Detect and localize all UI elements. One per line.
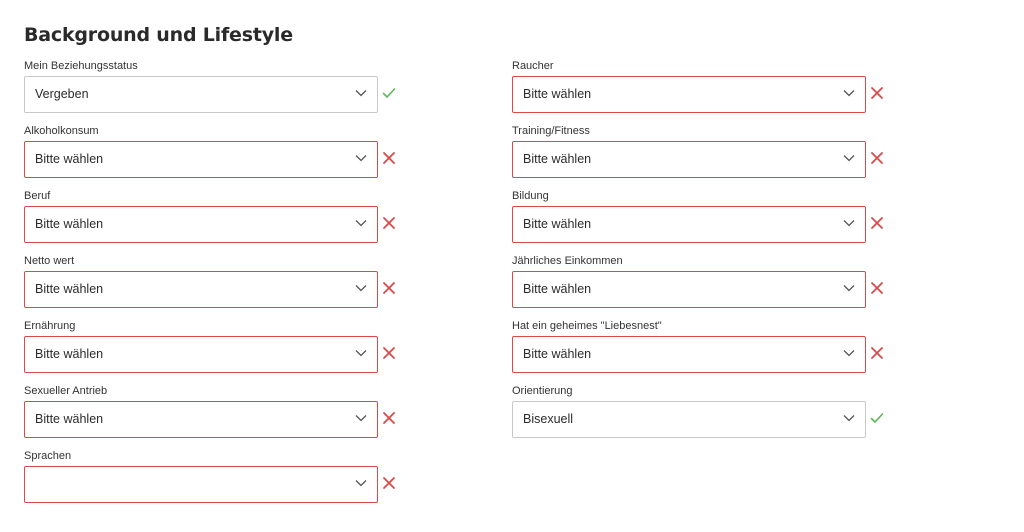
field-label: Orientierung: [512, 385, 573, 397]
field-label: Mein Beziehungsstatus: [24, 60, 138, 72]
field-label: Alkoholkonsum: [24, 125, 99, 137]
chevron-down-icon: [355, 479, 367, 487]
chevron-down-icon: [355, 414, 367, 422]
chevron-down-icon: [355, 349, 367, 357]
cross-icon: [870, 216, 884, 230]
education-select[interactable]: [512, 206, 866, 243]
chevron-down-icon: [843, 219, 855, 227]
chevron-down-icon: [843, 349, 855, 357]
select-value: Bitte wählen: [523, 347, 592, 361]
chevron-down-icon: [355, 219, 367, 227]
field-job: [24, 190, 404, 250]
net-worth-select[interactable]: [24, 271, 378, 308]
select-value: Bitte wählen: [523, 282, 592, 296]
section-title: Background und Lifestyle: [24, 24, 293, 46]
field-education: [512, 190, 892, 250]
select-value: Bitte wählen: [35, 217, 104, 231]
chevron-down-icon: [843, 154, 855, 162]
job-select[interactable]: [24, 206, 378, 243]
field-label: Netto wert: [24, 255, 75, 267]
select-value: Vergeben: [35, 87, 89, 101]
smoker-select[interactable]: [512, 76, 866, 113]
sex-drive-select[interactable]: [24, 401, 378, 438]
select-value: Bitte wählen: [523, 152, 592, 166]
select-value: Bisexuell: [523, 412, 574, 426]
field-alcohol: [24, 125, 404, 185]
orientation-select[interactable]: [512, 401, 866, 438]
select-value: Bitte wählen: [35, 347, 104, 361]
select-value: Bitte wählen: [35, 282, 104, 296]
chevron-down-icon: [355, 284, 367, 292]
cross-icon: [382, 281, 396, 295]
field-annual-income: [512, 255, 892, 315]
field-relationship-status: [24, 60, 404, 120]
diet-select[interactable]: [24, 336, 378, 373]
field-net-worth: [24, 255, 404, 315]
checkmark-icon: [870, 411, 884, 425]
field-label: Training/Fitness: [512, 125, 590, 137]
languages-select[interactable]: [24, 466, 378, 503]
field-love-nest: [512, 320, 892, 380]
field-orientation: [512, 385, 892, 445]
cross-icon: [870, 86, 884, 100]
select-value: Bitte wählen: [523, 217, 592, 231]
cross-icon: [382, 346, 396, 360]
cross-icon: [870, 346, 884, 360]
field-languages: [24, 450, 404, 510]
field-label: Jährliches Einkommen: [512, 255, 623, 267]
chevron-down-icon: [355, 154, 367, 162]
cross-icon: [870, 151, 884, 165]
love-nest-select[interactable]: [512, 336, 866, 373]
annual-income-select[interactable]: [512, 271, 866, 308]
alcohol-select[interactable]: [24, 141, 378, 178]
field-label: Sexueller Antrieb: [24, 385, 108, 397]
field-smoker: [512, 60, 892, 120]
field-label: Ernährung: [24, 320, 76, 332]
cross-icon: [382, 411, 396, 425]
fitness-select[interactable]: [512, 141, 866, 178]
field-label: Sprachen: [24, 450, 72, 462]
relationship-status-select[interactable]: [24, 76, 378, 113]
cross-icon: [382, 216, 396, 230]
chevron-down-icon: [843, 414, 855, 422]
cross-icon: [382, 151, 396, 165]
cross-icon: [382, 476, 396, 490]
checkmark-icon: [382, 86, 396, 100]
field-fitness: [512, 125, 892, 185]
chevron-down-icon: [355, 89, 367, 97]
field-label: Beruf: [24, 190, 51, 202]
field-label: Hat ein geheimes "Liebesnest": [512, 320, 662, 332]
field-label: Raucher: [512, 60, 554, 72]
select-value: Bitte wählen: [523, 87, 592, 101]
chevron-down-icon: [843, 284, 855, 292]
field-label: Bildung: [512, 190, 549, 202]
cross-icon: [870, 281, 884, 295]
field-sex-drive: [24, 385, 404, 445]
chevron-down-icon: [843, 89, 855, 97]
field-diet: [24, 320, 404, 380]
select-value: Bitte wählen: [35, 152, 104, 166]
select-value: Bitte wählen: [35, 412, 104, 426]
